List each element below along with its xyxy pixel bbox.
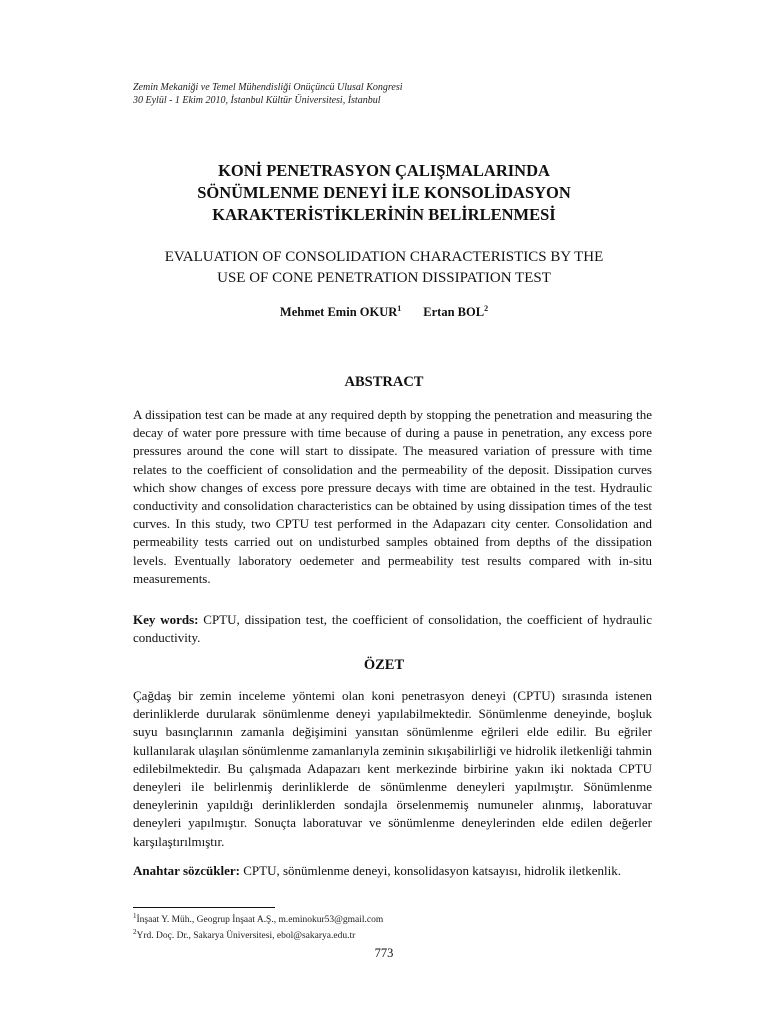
title-english-line: USE OF CONE PENETRATION DISSIPATION TEST	[217, 270, 551, 286]
keywords	[133, 611, 652, 647]
footnote-mark: 1	[133, 912, 137, 920]
title-turkish	[0, 160, 768, 226]
anahtar-sozcukler-label: Anahtar sözcükler:	[133, 863, 241, 878]
anahtar-sozcukler-text: CPTU, sönümlenme deneyi, konsolidasyon katsayısı, hidrolik iletkenlik.	[240, 863, 621, 878]
title-english-line: EVALUATION OF CONSOLIDATION CHARACTERISTICS BY THE	[164, 249, 604, 265]
page-number: 773	[374, 946, 394, 960]
author-name: Ertan BOL	[423, 305, 485, 320]
author-affiliation-mark: 2	[484, 304, 489, 313]
keywords-text: CPTU, dissipation test, the coefficient of consolidation, the coefficient of hydraulic conductivity.	[133, 612, 652, 646]
conference-header	[133, 82, 403, 107]
footnotes	[133, 911, 383, 942]
footnote-mark: 2	[133, 927, 137, 936]
title-turkish-line: SÖNÜMLENME DENEYİ İLE KONSOLİDASYON	[197, 183, 571, 202]
footnote-divider	[133, 907, 275, 908]
ozet-text: Çağdaş bir zemin inceleme yöntemi olan koni penetrasyon deneyi (CPTU) sırasında istenen derinliklerde durularak sönümlenme deneyi yapılabilmektedir. Sönümlenme deneyinde, boşluk suyu basınçlarının zamanla değişimini yansıtan sönümlenme eğrileri elde edilir. Bu eğriler kullanılarak ulaşılan sönümlenme zamanlarıyla zeminin sıkışabilirliği ve hidrolik iletkenliği tahmin edilebilmektedir. Bu çalışmada Adapazarı kent merkezinde birbirine yakın iki noktada CPTU deneyleri ile belirlenmiş derinliklerde de sönümlenme deneyleri yapılmıştır. Sönümlenme deneylerinin yapıldığı derinliklerden sondajla örselenmemiş numuneler alınmış, laboratuvar deneyleri yapılmıştır. Sonuçta laboratuvar ve sönümlenme deneylerinden elde edilen değerler karşılaştırılmıştır.	[133, 688, 652, 849]
author-name: Mehmet Emin OKUR	[279, 305, 398, 320]
ozet-heading: ÖZET	[363, 657, 405, 673]
footnote	[133, 927, 383, 943]
abstract-heading: ABSTRACT	[344, 374, 424, 390]
footnote	[133, 911, 383, 927]
conference-name: Zemin Mekaniği ve Temel Mühendisliği Onüçüncü Ulusal Kongresi	[133, 82, 403, 93]
abstract-text: A dissipation test can be made at any required depth by stopping the penetration and measuring the decay of water pore pressure with time because of during a pause in penetration, any excess pore pressures around the cone will start to dissipate. The measured variation of pressure with time relates to the coefficient of consolidation and the permeability of the deposit. Dissipation curves which show changes of excess pore pressure decays with time are obtained in the test. Hydraulic conductivity and consolidation characteristics can be obtained by using dissipation times of the test curves. In this study, two CPTU test performed in the Adapazarı city center. Consolidation and permeability tests carried out on undisturbed samples obtained from depths of the dissipation levels. Eventually laboratory oedemeter and permeability test results compared with in-situ measurements.	[133, 407, 652, 586]
title-turkish-line: KONİ PENETRASYON ÇALIŞMALARINDA	[218, 161, 550, 180]
author-affiliation-mark: 1	[397, 304, 402, 313]
anahtar-sozcukler	[133, 862, 652, 880]
footnote-text: Yrd. Doç. Dr., Sakarya Üniversitesi, ebol@sakarya.edu.tr	[136, 930, 356, 941]
keywords-label: Key words:	[133, 612, 199, 627]
title-english	[0, 247, 768, 289]
author-list	[0, 304, 768, 320]
title-turkish-line: KARAKTERİSTİKLERİNİN BELİRLENMESİ	[212, 205, 556, 224]
footnote-text: İnşaat Y. Müh., Geogrup İnşaat A.Ş., m.eminokur53@gmail.com	[136, 915, 384, 926]
conference-date-venue: 30 Eylül - 1 Ekim 2010, İstanbul Kültür Üniversitesi, İstanbul	[133, 94, 381, 106]
